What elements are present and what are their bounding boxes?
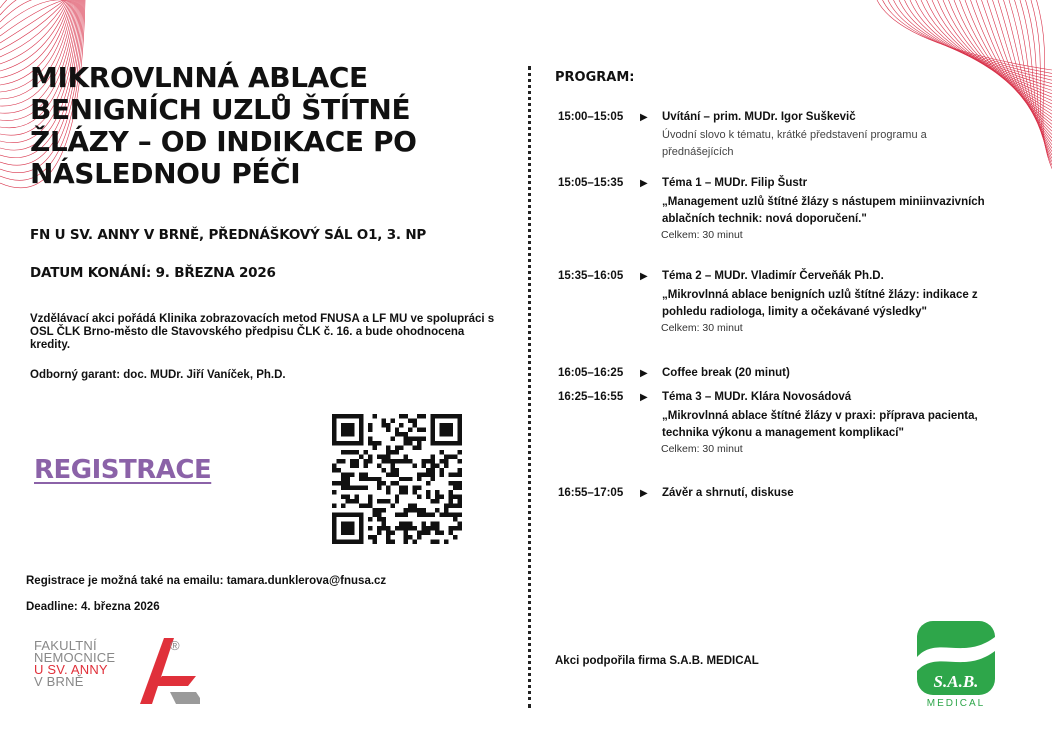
registration-deadline: Deadline: 4. března 2026 [26, 601, 160, 613]
program-item-topic: „Management uzlů štítné žlázy s nástupem miniinvazivních ablačních technik: nová doporučení." [662, 196, 985, 225]
program-item-duration: Celkem: 30 minut [661, 443, 743, 455]
program-item-title: Uvítání – prim. MUDr. Igor Suškevič [662, 111, 856, 123]
registration-email-text: Registrace je možná také na emailu: tamara.dunklerova@fnusa.cz [26, 575, 387, 587]
program-item-time: 15:05–15:35 [558, 177, 624, 189]
fnusa-logo-line2: NEMOCNICE [34, 650, 116, 665]
fnusa-logo-text [34, 640, 115, 688]
registration-link[interactable]: REGISTRACE [34, 455, 212, 485]
sab-logo-name: S.A.B. [933, 672, 979, 691]
program-item-duration: Celkem: 30 minut [661, 229, 743, 241]
event-date: DATUM KONÁNÍ: 9. BŘEZNA 2026 [30, 265, 276, 281]
sponsor-text: Akci podpořila firma S.A.B. MEDICAL [555, 655, 759, 667]
event-description: Vzdělávací akci pořádá Klinika zobrazovacích metod FNUSA a LF MU ve spolupráci s OSL ČLK Brno-město dle Stavovského předpisu ČLK č. 16. a bude ohodnocena kredity. [30, 313, 495, 351]
registration-qr-code[interactable] [332, 414, 462, 544]
fnusa-logo-line1: FAKULTNÍ [34, 638, 97, 653]
fnusa-logo [34, 636, 234, 706]
program-heading: PROGRAM: [555, 70, 635, 85]
fnusa-logo-mark-icon [134, 636, 200, 706]
play-arrow-icon: ▶ [640, 178, 648, 189]
sab-logo-sub: MEDICAL [926, 698, 986, 709]
event-venue: FN U SV. ANNY V BRNĚ, PŘEDNÁŠKOVÝ SÁL O1, 3. NP [30, 227, 427, 243]
registered-mark: ® [170, 638, 180, 653]
event-garant: Odborný garant: doc. MUDr. Jiří Vaníček, Ph.D. [30, 369, 286, 381]
program-item-time: 15:35–16:05 [558, 270, 624, 282]
play-arrow-icon: ▶ [640, 368, 648, 379]
program-item-time: 16:25–16:55 [558, 391, 624, 403]
column-divider [528, 66, 531, 708]
play-arrow-icon: ▶ [640, 271, 648, 282]
program-item-title: Závěr a shrnutí, diskuse [662, 487, 794, 499]
sab-medical-logo [917, 621, 995, 709]
program-item-title: Téma 2 – MUDr. Vladimír Červeňák Ph.D. [662, 270, 884, 282]
program-item-topic: „Mikrovlnná ablace benigních uzlů štítné žlázy: indikace z pohledu radiologa, limity a očekávané výsledky" [662, 289, 978, 318]
program-item-duration: Celkem: 30 minut [661, 322, 743, 334]
program-item-note: Úvodní slovo k tématu, krátké představení programu a přednášejících [662, 129, 927, 158]
play-arrow-icon: ▶ [640, 488, 648, 499]
program-item-title: Téma 3 – MUDr. Klára Novosádová [662, 391, 852, 403]
fnusa-logo-line3: U SV. ANNY [34, 662, 108, 677]
program-item-title: Coffee break (20 minut) [662, 367, 790, 379]
program-item-time: 16:05–16:25 [558, 367, 624, 379]
program-item-topic: „Mikrovlnná ablace štítné žlázy v praxi: příprava pacienta, technika výkonu a management komplikací" [662, 410, 978, 439]
play-arrow-icon: ▶ [640, 112, 648, 123]
program-item-title: Téma 1 – MUDr. Filip Šustr [662, 177, 808, 189]
play-arrow-icon: ▶ [640, 392, 648, 403]
event-title: MIKROVLNNÁ ABLACE BENIGNÍCH UZLŮ ŠTÍTNÉ ŽLÁZY – OD INDIKACE PO NÁSLEDNOU PÉČI [30, 61, 417, 190]
fnusa-logo-line4: V BRNĚ [34, 674, 84, 689]
program-item-time: 15:00–15:05 [558, 111, 624, 123]
program-item-time: 16:55–17:05 [558, 487, 624, 499]
